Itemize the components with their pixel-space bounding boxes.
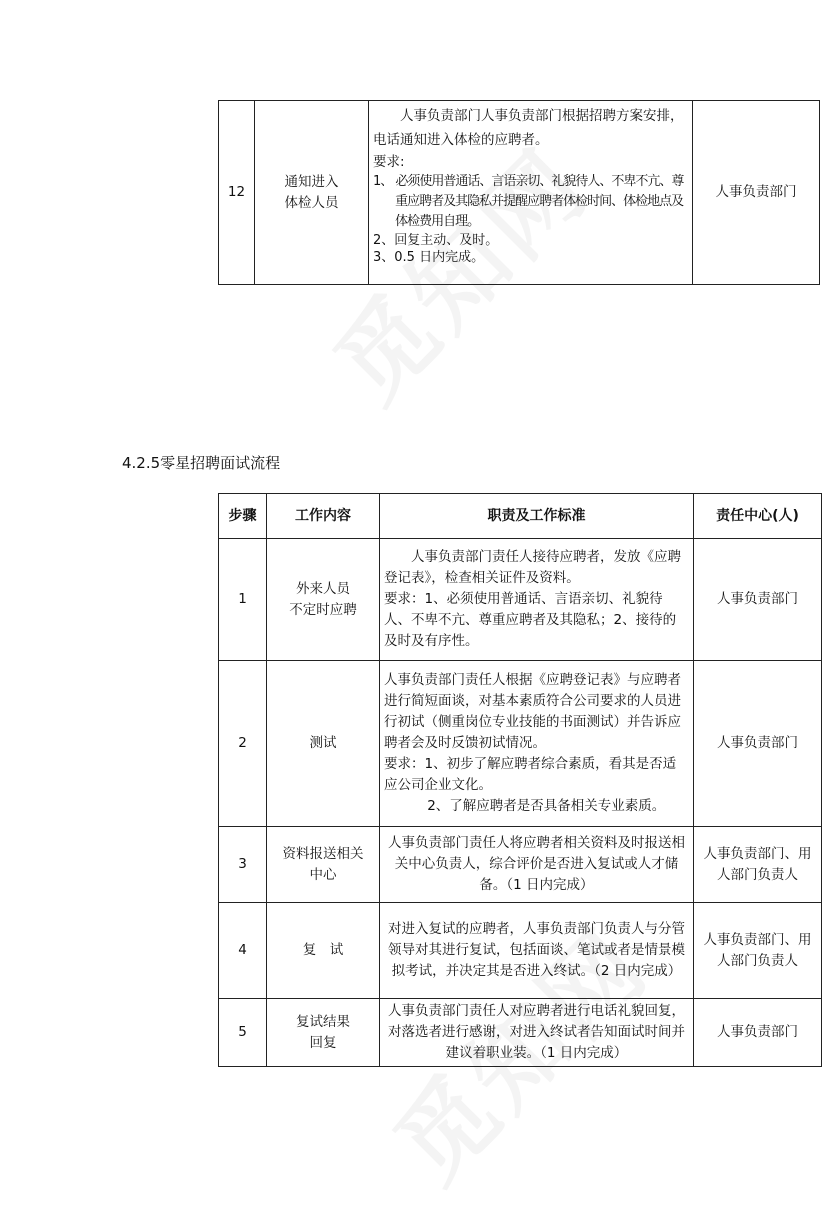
header-task: 工作内容: [267, 494, 380, 539]
step-cell: [219, 661, 267, 827]
task-cell: [267, 827, 380, 903]
task-cell: [267, 661, 380, 827]
step-number: 12: [227, 184, 246, 200]
step-number: 4: [238, 942, 247, 958]
table-row: [219, 661, 822, 827]
step-number: 1: [238, 591, 247, 607]
step-cell: [219, 903, 267, 999]
procedure-table-continuation: [218, 100, 820, 285]
owner-text: 人事负责部门: [717, 591, 798, 607]
duty-line: 要求:: [373, 154, 405, 170]
step-number: 5: [238, 1024, 247, 1040]
duty-cell: [380, 827, 694, 903]
task-line: 复试结果: [296, 1013, 350, 1030]
task-line: 体检人员: [284, 194, 339, 211]
table-row: [219, 999, 822, 1067]
task-line: 测试: [309, 735, 337, 751]
owner-cell: [694, 539, 822, 661]
section-heading: 4.2.5零星招聘面试流程: [122, 454, 281, 472]
table-row: [219, 827, 822, 903]
owner-text: 人事负责部门: [715, 184, 797, 200]
owner-cell: [693, 101, 820, 285]
task-line: 不定时应聘: [289, 601, 357, 618]
table-row: [219, 101, 820, 285]
duty-line: 人事负责部门责任人接待应聘者，发放《应聘登记表》，检查相关证件及资料。: [384, 549, 681, 586]
owner-text: 人事负责部门: [717, 1024, 798, 1040]
task-cell: [267, 539, 380, 661]
owner-cell: [694, 661, 822, 827]
duty-line: 3、0.5 日内完成。: [373, 250, 485, 265]
step-cell: [219, 999, 267, 1067]
duty-line: 2、回复主动、及时。: [373, 233, 499, 248]
procedure-table: [218, 493, 822, 1067]
header-step: 步骤: [219, 494, 267, 539]
table-row: [219, 539, 822, 661]
owner-cell: [694, 827, 822, 903]
duty-line: 要求：1、初步了解应聘者综合素质，看其是否适应公司企业文化。: [384, 756, 677, 793]
step-cell: [219, 539, 267, 661]
duty-cell: [380, 539, 694, 661]
task-line: 中心: [309, 866, 337, 883]
step-number: 2: [238, 735, 247, 751]
task-line: 通知进入: [284, 173, 339, 190]
owner-text: 人事负责部门: [717, 735, 798, 751]
duty-line: 1、 必须使用普通话、言语亲切、礼貌待人、不卑不亢、尊重应聘者及其隐私并提醒应聘者体检时间、体检地点及体检费用自理。: [373, 174, 684, 229]
duty-line: 要求：1、必须使用普通话、言语亲切、礼貌待人、不卑不亢、尊重应聘者及其隐私；2、接待的及时及有序性。: [384, 591, 677, 649]
duty-cell: [380, 661, 694, 827]
table-row: [219, 903, 822, 999]
owner-text: 人事负责部门、用人部门负责人: [703, 931, 812, 969]
task-line: 外来人员: [296, 580, 350, 597]
duty-line: 人事负责部门责任人根据《应聘登记表》与应聘者进行简短面谈，对基本素质符合公司要求的人员进行初试（侧重岗位专业技能的书面测试）并告诉应聘者会及时反馈初试情况。: [384, 672, 681, 751]
task-cell: [267, 903, 380, 999]
task-line: 资料报送相关: [282, 845, 364, 862]
duty-line: 对进入复试的应聘者，人事负责部门负责人与分管领导对其进行复试，包括面谈、笔试或者是情景模拟考试，并决定其是否进入终试。（2 日内完成）: [388, 921, 685, 979]
owner-text: 人事负责部门、用人部门负责人: [703, 845, 812, 883]
duty-line: 人事负责部门责任人将应聘者相关资料及时报送相关中心负责人，综合评价是否进入复试或人才储备。（1 日内完成）: [388, 835, 685, 893]
task-cell: [267, 999, 380, 1067]
task-cell: [255, 101, 369, 285]
header-duty: 职责及工作标准: [380, 494, 694, 539]
task-line: 复 试: [302, 942, 344, 958]
owner-cell: [694, 903, 822, 999]
table-header-row: [219, 494, 822, 539]
owner-cell: [694, 999, 822, 1067]
task-line: 回复: [309, 1034, 337, 1051]
duty-line: 人事负责部门人事负责部门根据招聘方案安排，电话通知进入体检的应聘者。: [373, 108, 684, 148]
step-cell: [219, 827, 267, 903]
duty-line: 2、了解应聘者是否具备相关专业素质。: [427, 798, 666, 814]
header-owner: 责任中心(人): [694, 494, 822, 539]
duty-cell: [369, 101, 693, 285]
step-cell: [219, 101, 255, 285]
step-number: 3: [238, 856, 247, 872]
duty-line: 人事负责部门责任人对应聘者进行电话礼貌回复，对落选者进行感谢，对进入终试者告知面试时间并建议着职业装。（1 日内完成）: [388, 1003, 685, 1061]
duty-cell: [380, 903, 694, 999]
duty-cell: [380, 999, 694, 1067]
